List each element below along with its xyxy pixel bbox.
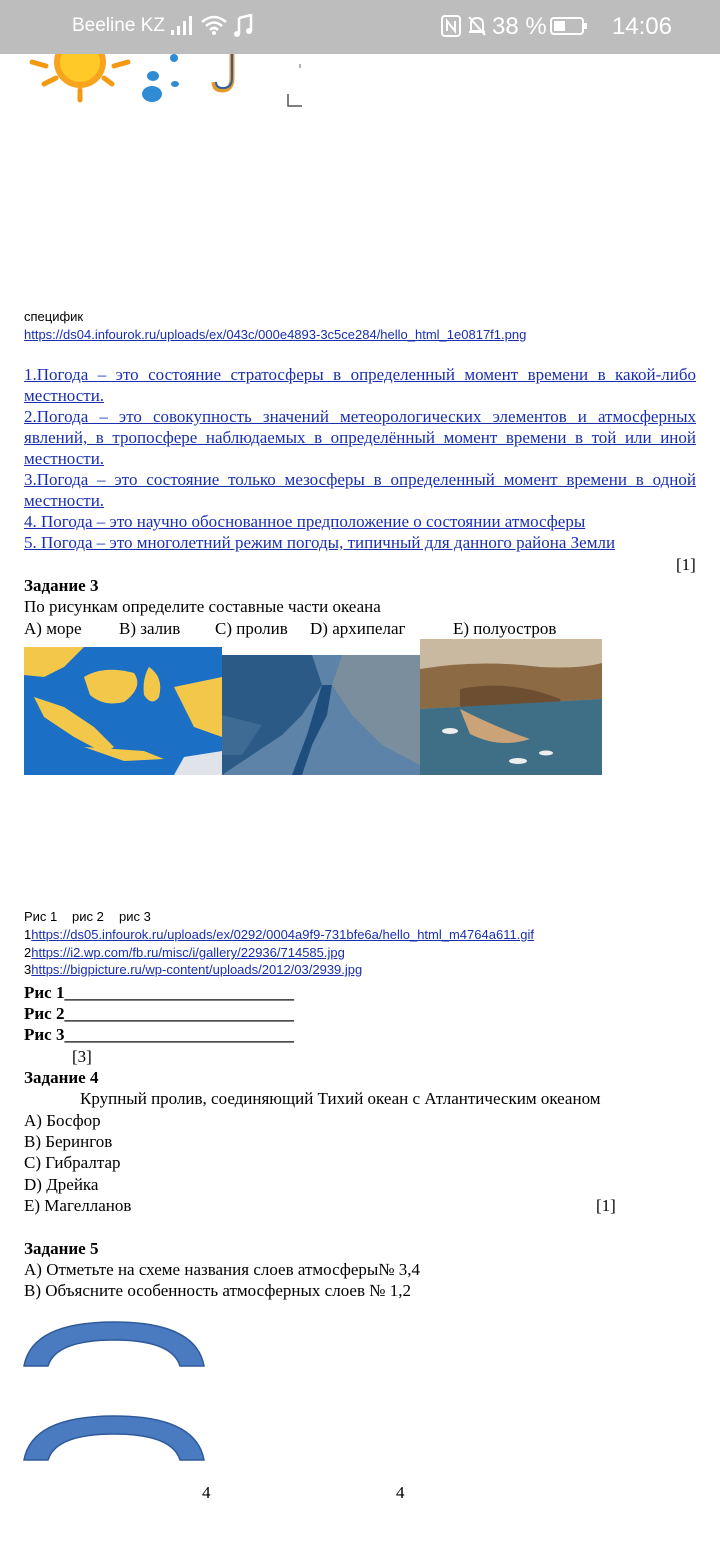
source-line-2: [24, 945, 345, 960]
task3-title: Задание 3: [24, 576, 99, 595]
task4-option-d: D) Дрейка: [24, 1175, 99, 1194]
image-source-link[interactable]: https://ds04.infourok.ru/uploads/ex/043c/000e4893-3c5ce284/hello_html_1e0817f1.png: [24, 327, 527, 342]
answer-line-3: Рис 3___________________________: [24, 1025, 294, 1044]
task4-title: Задание 4: [24, 1068, 99, 1087]
frame-corner-icon: [288, 94, 302, 106]
source-number: 1: [24, 927, 32, 942]
task3-option-c: C) пролив: [215, 619, 288, 638]
source-line-3: [24, 962, 362, 977]
answer-line-1: Рис 1___________________________: [24, 983, 294, 1002]
weather-definitions-list: [24, 364, 696, 553]
task4-option-e: E) Магелланов: [24, 1196, 132, 1215]
score-task2: [1]: [676, 555, 696, 574]
answer-line-2: Рис 2___________________________: [24, 1004, 294, 1023]
weather-option-1[interactable]: 1.Погода – это состояние стратосферы в определенный момент времени в какой-либо местности.: [24, 365, 696, 405]
score-task3: [3]: [72, 1047, 92, 1066]
source-link-1[interactable]: https://ds05.infourok.ru/uploads/ex/0292/0004a9f9-731bfe6a/hello_html_m4764a611.gif: [31, 927, 535, 942]
task4-option-c: C) Гибралтар: [24, 1153, 121, 1172]
task4-prompt: Крупный пролив, соединяющий Тихий океан с Атлантическим океаном: [80, 1089, 601, 1108]
fig-label-3: рис 3: [119, 909, 151, 924]
source-link-3[interactable]: https://bigpicture.ru/wp-content/uploads/2012/03/2939.jpg: [31, 962, 363, 977]
task5-line-a: A) Отметьте на схеме названия слоев атмосферы№ 3,4: [24, 1260, 421, 1279]
sun-icon: [32, 54, 128, 100]
layer-number-label: 4: [202, 1483, 211, 1502]
archipelago-map-image: [24, 647, 222, 775]
strait-satellite-image: [222, 655, 420, 775]
source-link-2[interactable]: https://i2.wp.com/fb.ru/misc/i/gallery/22936/714585.jpg: [31, 945, 345, 960]
nfc-icon: [440, 14, 462, 43]
task3-option-a: A) море: [24, 619, 82, 638]
weather-clipart-image: [24, 54, 314, 114]
battery-percent: 38 %: [492, 13, 547, 40]
fig-label-2: рис 2: [72, 909, 104, 924]
fig-label-1: Рис 1: [24, 909, 58, 924]
weather-option-4[interactable]: 4. Погода – это научно обоснованное предположение о состоянии атмосферы: [24, 512, 586, 531]
task4-option-b: B) Берингов: [24, 1132, 113, 1151]
task3-option-e: E) полуостров: [453, 619, 557, 638]
source-line-1: [24, 927, 534, 942]
weather-option-5[interactable]: 5. Погода – это многолетний режим погоды, типичный для данного района Земли: [24, 533, 616, 552]
task3-prompt: По рисункам определите составные части океана: [24, 597, 381, 616]
weather-option-3[interactable]: 3.Погода – это состояние только мезосферы в определенный момент времени в одной местности.: [24, 470, 696, 510]
atmosphere-layer-arc: [20, 1412, 208, 1464]
mute-icon: [466, 14, 488, 43]
source-number: 2: [24, 945, 32, 960]
task3-option-d: D) архипелаг: [310, 619, 406, 638]
source-number: 3: [24, 962, 32, 977]
clock: 14:06: [611, 13, 672, 40]
task5-line-b: B) Объясните особенность атмосферных слоев № 1,2: [24, 1281, 411, 1300]
peninsula-photo-image: [420, 639, 602, 775]
task5-title: Задание 5: [24, 1239, 99, 1258]
signal-icon: [170, 14, 196, 41]
wifi-icon: [200, 14, 228, 41]
task4-option-a: A) Босфор: [24, 1111, 101, 1130]
task3-option-b: B) залив: [119, 619, 181, 638]
score-task4: [1]: [596, 1196, 616, 1215]
battery-icon: [550, 16, 588, 41]
carrier-name: Beeline KZ: [72, 15, 165, 36]
document-page: [0, 54, 720, 1560]
status-bar: [0, 0, 720, 54]
image-caption: специфик: [24, 309, 84, 324]
music-icon: [232, 14, 254, 43]
layer-number-label: 4: [396, 1483, 405, 1502]
weather-option-2[interactable]: 2.Погода – это совокупность значений метеорологических элементов и атмосферных явлений, в тропосфере наблюдаемых в определённый момент времени в той или иной местности.: [24, 407, 696, 468]
atmosphere-layer-arc: [20, 1318, 208, 1370]
raindrops-icon: [142, 54, 179, 102]
